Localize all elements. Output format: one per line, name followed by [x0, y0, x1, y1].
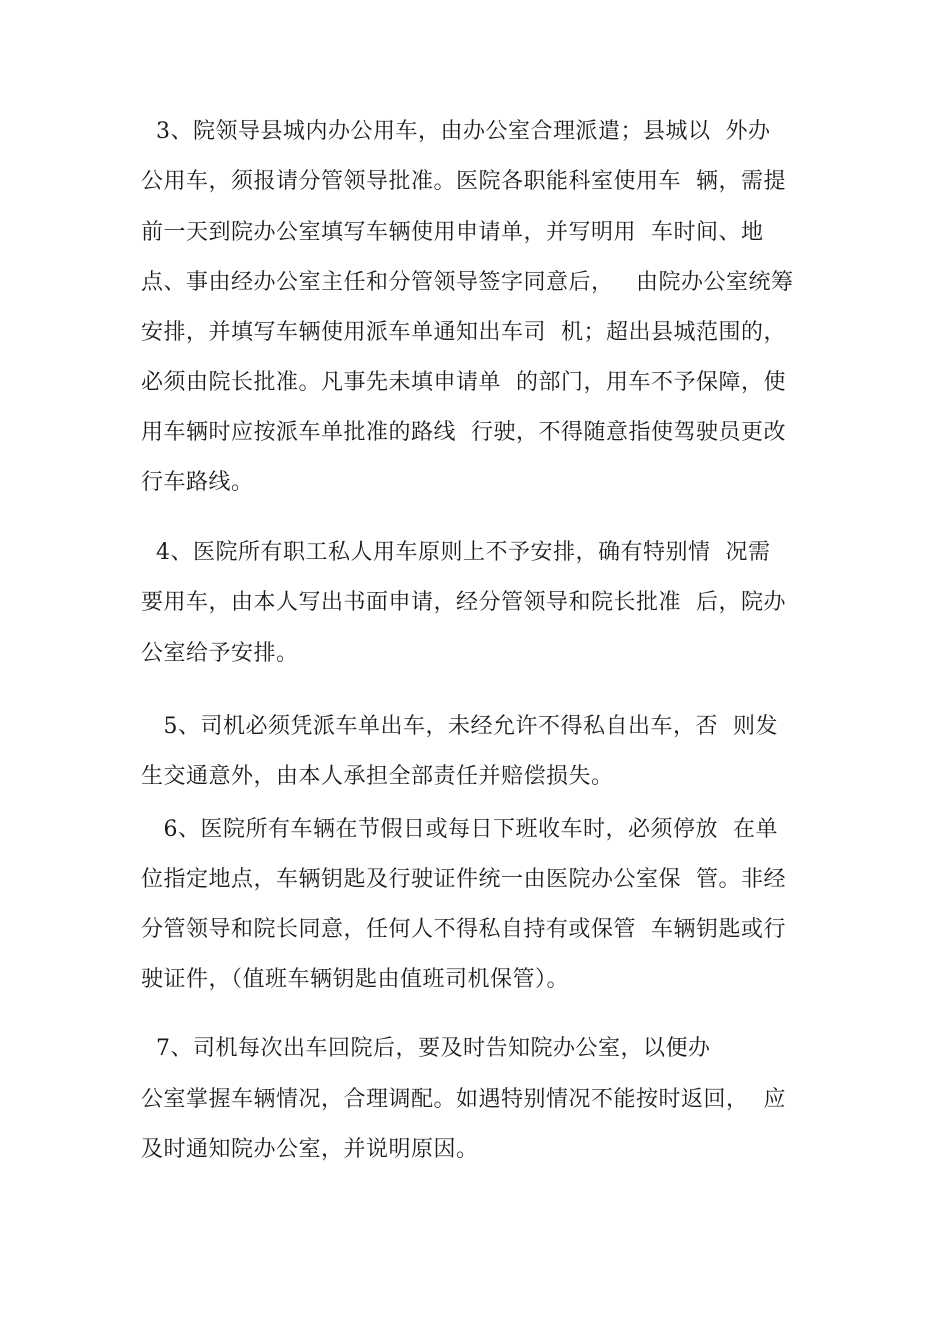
paragraph-6-line-2: 位指定地点，车辆钥匙及行驶证件统一由医院办公室保 管。非经 — [141, 867, 786, 892]
paragraph-3-line-7: 用车辆时应按派车单批准的路线 行驶，不得随意指使驾驶员更改 — [141, 420, 786, 445]
paragraph-3-line-3: 前一天到院办公室填写车辆使用申请单，并写明用 车时间、地 — [141, 220, 764, 245]
paragraph-3-line-8: 行车路线。 — [141, 470, 254, 495]
paragraph-4-line-2: 要用车，由本人写出书面申请，经分管领导和院长批准 后，院办 — [141, 590, 786, 615]
paragraph-3-line-1: 3、院领导县城内办公用车，由办公室合理派遣；县城以 外办 — [141, 119, 771, 144]
paragraph-7-line-2: 公室掌握车辆情况，合理调配。如遇特别情况不能按时返回， 应 — [141, 1087, 786, 1112]
paragraph-5-line-2: 生交通意外，由本人承担全部责任并赔偿损失。 — [141, 764, 614, 789]
paragraph-4-line-1: 4、医院所有职工私人用车原则上不予安排，确有特别情 况需 — [141, 540, 771, 565]
paragraph-5-line-1: 5、司机必须凭派车单出车，未经允许不得私自出车，否 则发 — [141, 714, 778, 739]
paragraph-6-line-4: 驶证件，（值班车辆钥匙由值班司机保管）。 — [141, 967, 570, 992]
paragraph-3-line-5: 安排，并填写车辆使用派车单通知出车司 机；超出县城范围的， — [141, 320, 786, 345]
paragraph-7-line-3: 及时通知院办公室，并说明原因。 — [141, 1137, 479, 1162]
paragraph-3-line-4: 点、事由经办公室主任和分管领导签字同意后， 由院办公室统筹 — [141, 270, 794, 295]
paragraph-3-line-2: 公用车，须报请分管领导批准。医院各职能科室使用车 辆，需提 — [141, 169, 786, 194]
paragraph-4-line-3: 公室给予安排。 — [141, 641, 299, 666]
paragraph-6-line-3: 分管领导和院长同意，任何人不得私自持有或保管 车辆钥匙或行 — [141, 917, 786, 942]
paragraph-3-line-6: 必须由院长批准。凡事先未填申请单 的部门，用车不予保障，使 — [141, 370, 786, 395]
paragraph-6-line-1: 6、医院所有车辆在节假日或每日下班收车时，必须停放 在单 — [141, 817, 778, 842]
paragraph-7-line-1: 7、司机每次出车回院后，要及时告知院办公室，以便办 — [141, 1036, 711, 1061]
